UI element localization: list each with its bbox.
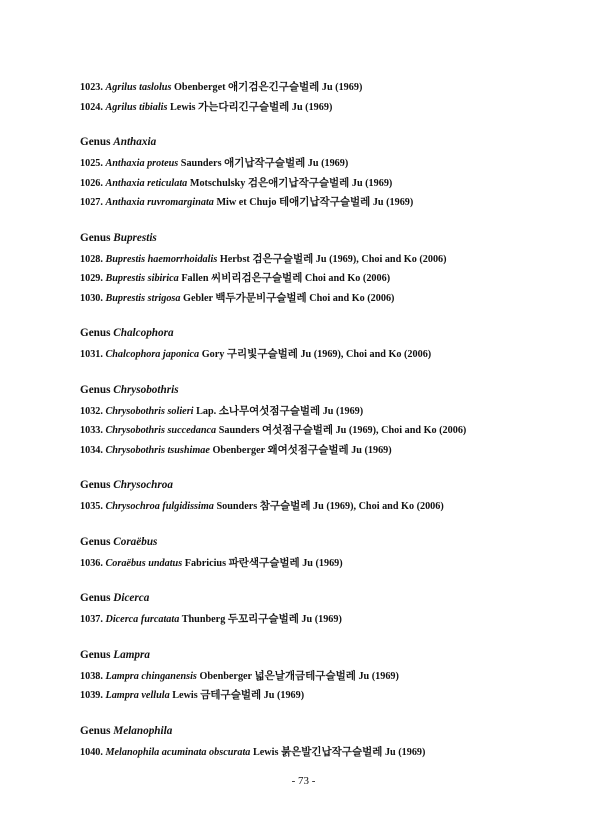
genus-heading [80, 533, 580, 551]
species-entry [80, 98, 580, 118]
korean-name: 소나무여섯점구슬벌레 [218, 404, 321, 417]
genus-prefix: Genus [80, 231, 111, 244]
genus-heading [80, 722, 580, 740]
reference: Ju (1969), Choi and Ko (2006) [315, 253, 447, 265]
genus-name: Buprestis [113, 231, 157, 244]
species-entry [80, 497, 580, 517]
species-name: Chalcophora japonica [105, 349, 200, 360]
reference: Ju (1969) [263, 690, 305, 701]
species-entry [80, 269, 580, 289]
species-name: Agrilus tibialis [105, 101, 168, 113]
genus-heading [80, 589, 580, 607]
korean-name: 여섯점구슬벌레 [262, 424, 334, 436]
species-entry [80, 289, 580, 309]
species-entry [80, 686, 580, 706]
korean-name: 검은애기납작구슬벌레 [247, 176, 350, 189]
species-name: Agrilus taslolus [105, 82, 172, 93]
species-name: Dicerca furcatata [105, 614, 180, 625]
species-entry [80, 345, 580, 365]
genus-prefix: Genus [80, 479, 111, 491]
species-entry [80, 441, 580, 461]
species-entry [80, 554, 580, 574]
entry-number: 1029. [80, 273, 103, 284]
species-name: Anthaxia ruvromarginata [105, 197, 214, 208]
author-name: Fallen [181, 273, 209, 284]
korean-name: 애기검은긴구슬벌레 [228, 81, 320, 93]
species-name: Chrysobothris tsushimae [105, 444, 210, 456]
species-name: Buprestis haemorrhoidalis [105, 253, 218, 265]
korean-name: 가는다리긴구슬벌레 [198, 100, 290, 113]
author-name: Saunders [180, 158, 222, 169]
author-name: Lap. [196, 405, 217, 417]
author-name: Obenberger [199, 670, 252, 682]
author-name: Motschulsky [189, 177, 246, 189]
entry-number: 1035. [80, 501, 103, 512]
species-name: Melanophila acuminata obscurata [105, 746, 251, 758]
korean-name: 구리빛구슬벌레 [226, 348, 298, 360]
korean-name: 검은구슬벌레 [252, 252, 314, 265]
species-name: Chrysobothris solieri [105, 405, 194, 417]
genus-name: Dicerca [113, 592, 150, 604]
reference: Ju (1969) [321, 82, 363, 93]
entry-number: 1028. [80, 253, 103, 265]
author-name: Sounders [216, 501, 258, 512]
species-name: Lampra chinganensis [105, 670, 197, 682]
genus-prefix: Genus [80, 592, 111, 604]
korean-name: 테애기납작구슬벌레 [278, 196, 371, 208]
genus-prefix: Genus [80, 383, 111, 396]
species-name: Chrysochroa fulgidissima [105, 501, 214, 512]
reference: Ju (1969) [384, 746, 426, 758]
species-entry [80, 78, 580, 98]
entry-number: 1024. [80, 101, 103, 113]
species-name: Buprestis strigosa [105, 292, 181, 304]
author-name: Obenberger [212, 444, 265, 456]
reference: Ju (1969) [291, 101, 333, 113]
genus-heading [80, 476, 580, 494]
entry-number: 1037. [80, 614, 103, 625]
species-entry [80, 421, 580, 441]
genus-name: Anthaxia [113, 136, 157, 148]
reference: Ju (1969) [351, 177, 393, 189]
reference: Ju (1969) [351, 444, 392, 456]
species-entry [80, 667, 580, 687]
genus-prefix: Genus [80, 724, 111, 737]
entry-number: 1036. [80, 557, 103, 569]
genus-name: Coraëbus [113, 535, 158, 548]
genus-heading [80, 133, 580, 151]
entry-number: 1033. [80, 425, 103, 436]
genus-prefix: Genus [80, 136, 111, 148]
entry-number: 1040. [80, 746, 103, 758]
species-name: Anthaxia proteus [105, 158, 179, 169]
reference: Ju (1969), Choi and Ko (2006) [313, 501, 444, 512]
entry-number: 1038. [80, 670, 103, 682]
korean-name: 씨비리검은구슬벌레 [211, 272, 303, 284]
author-name: Fabricius [184, 557, 227, 569]
author-name: Lewis [170, 101, 196, 113]
entry-number: 1032. [80, 405, 103, 417]
genus-heading [80, 646, 580, 664]
author-name: Gebler [183, 292, 213, 304]
genus-heading [80, 229, 580, 247]
korean-name: 붉은발긴납작구슬벌레 [280, 745, 383, 758]
reference: Ju (1969) [301, 614, 342, 625]
author-name: Miw et Chujo [216, 197, 277, 208]
species-entry [80, 154, 580, 174]
author-name: Obenberget [173, 82, 226, 93]
author-name: Lewis [172, 690, 198, 701]
entry-number: 1027. [80, 197, 103, 208]
genus-name: Chalcophora [113, 327, 174, 339]
species-name: Coraëbus undatus [105, 557, 183, 569]
genus-name: Chrysochroa [113, 479, 173, 491]
entry-number: 1039. [80, 690, 103, 701]
author-name: Lewis [252, 746, 279, 758]
reference: Ju (1969) [358, 670, 399, 682]
genus-heading [80, 324, 580, 342]
author-name: Herbst [219, 253, 250, 265]
genus-name: Melanophila [113, 724, 173, 737]
species-name: Chrysobothris succedanca [105, 425, 217, 436]
reference: Ju (1969) [302, 557, 343, 569]
korean-name: 참구슬벌레 [259, 500, 311, 512]
genus-prefix: Genus [80, 648, 111, 661]
korean-name: 파란색구슬벌레 [228, 556, 300, 569]
reference: Ju (1969) [307, 158, 349, 169]
reference: Ju (1969) [372, 197, 414, 208]
genus-prefix: Genus [80, 327, 111, 339]
reference: Ju (1969), Choi and Ko (2006) [300, 349, 432, 360]
reference: Ju (1969) [322, 405, 364, 417]
species-entry [80, 402, 580, 422]
korean-name: 백두가문비구슬벌레 [215, 291, 307, 304]
species-name: Lampra vellula [105, 690, 170, 701]
species-name: Buprestis sibirica [105, 273, 179, 284]
reference: Ju (1969), Choi and Ko (2006) [335, 425, 467, 436]
genus-prefix: Genus [80, 535, 111, 548]
species-list [80, 78, 580, 762]
genus-name: Lampra [113, 648, 150, 661]
reference: Choi and Ko (2006) [304, 273, 391, 284]
korean-name: 두꼬리구슬벌레 [227, 613, 299, 625]
species-entry [80, 174, 580, 194]
species-entry [80, 610, 580, 630]
korean-name: 금테구슬벌레 [200, 689, 262, 701]
species-entry [80, 250, 580, 270]
entry-number: 1023. [80, 82, 103, 93]
reference: Choi and Ko (2006) [309, 292, 395, 304]
species-name: Anthaxia reticulata [105, 177, 188, 189]
korean-name: 왜여섯점구슬벌레 [267, 443, 349, 456]
korean-name: 넓은날개금테구슬벌레 [254, 669, 356, 682]
author-name: Saunders [218, 425, 260, 436]
entry-number: 1030. [80, 292, 103, 304]
entry-number: 1034. [80, 444, 103, 456]
species-entry [80, 193, 580, 213]
author-name: Gory [201, 349, 225, 360]
author-name: Thunberg [181, 614, 226, 625]
page-number: - 73 - [291, 775, 316, 787]
entry-number: 1031. [80, 349, 103, 360]
korean-name: 애기납작구슬벌레 [224, 157, 306, 169]
genus-heading [80, 381, 580, 399]
genus-name: Chrysobothris [113, 383, 179, 396]
species-entry [80, 743, 580, 763]
entry-number: 1026. [80, 177, 103, 189]
entry-number: 1025. [80, 158, 103, 169]
